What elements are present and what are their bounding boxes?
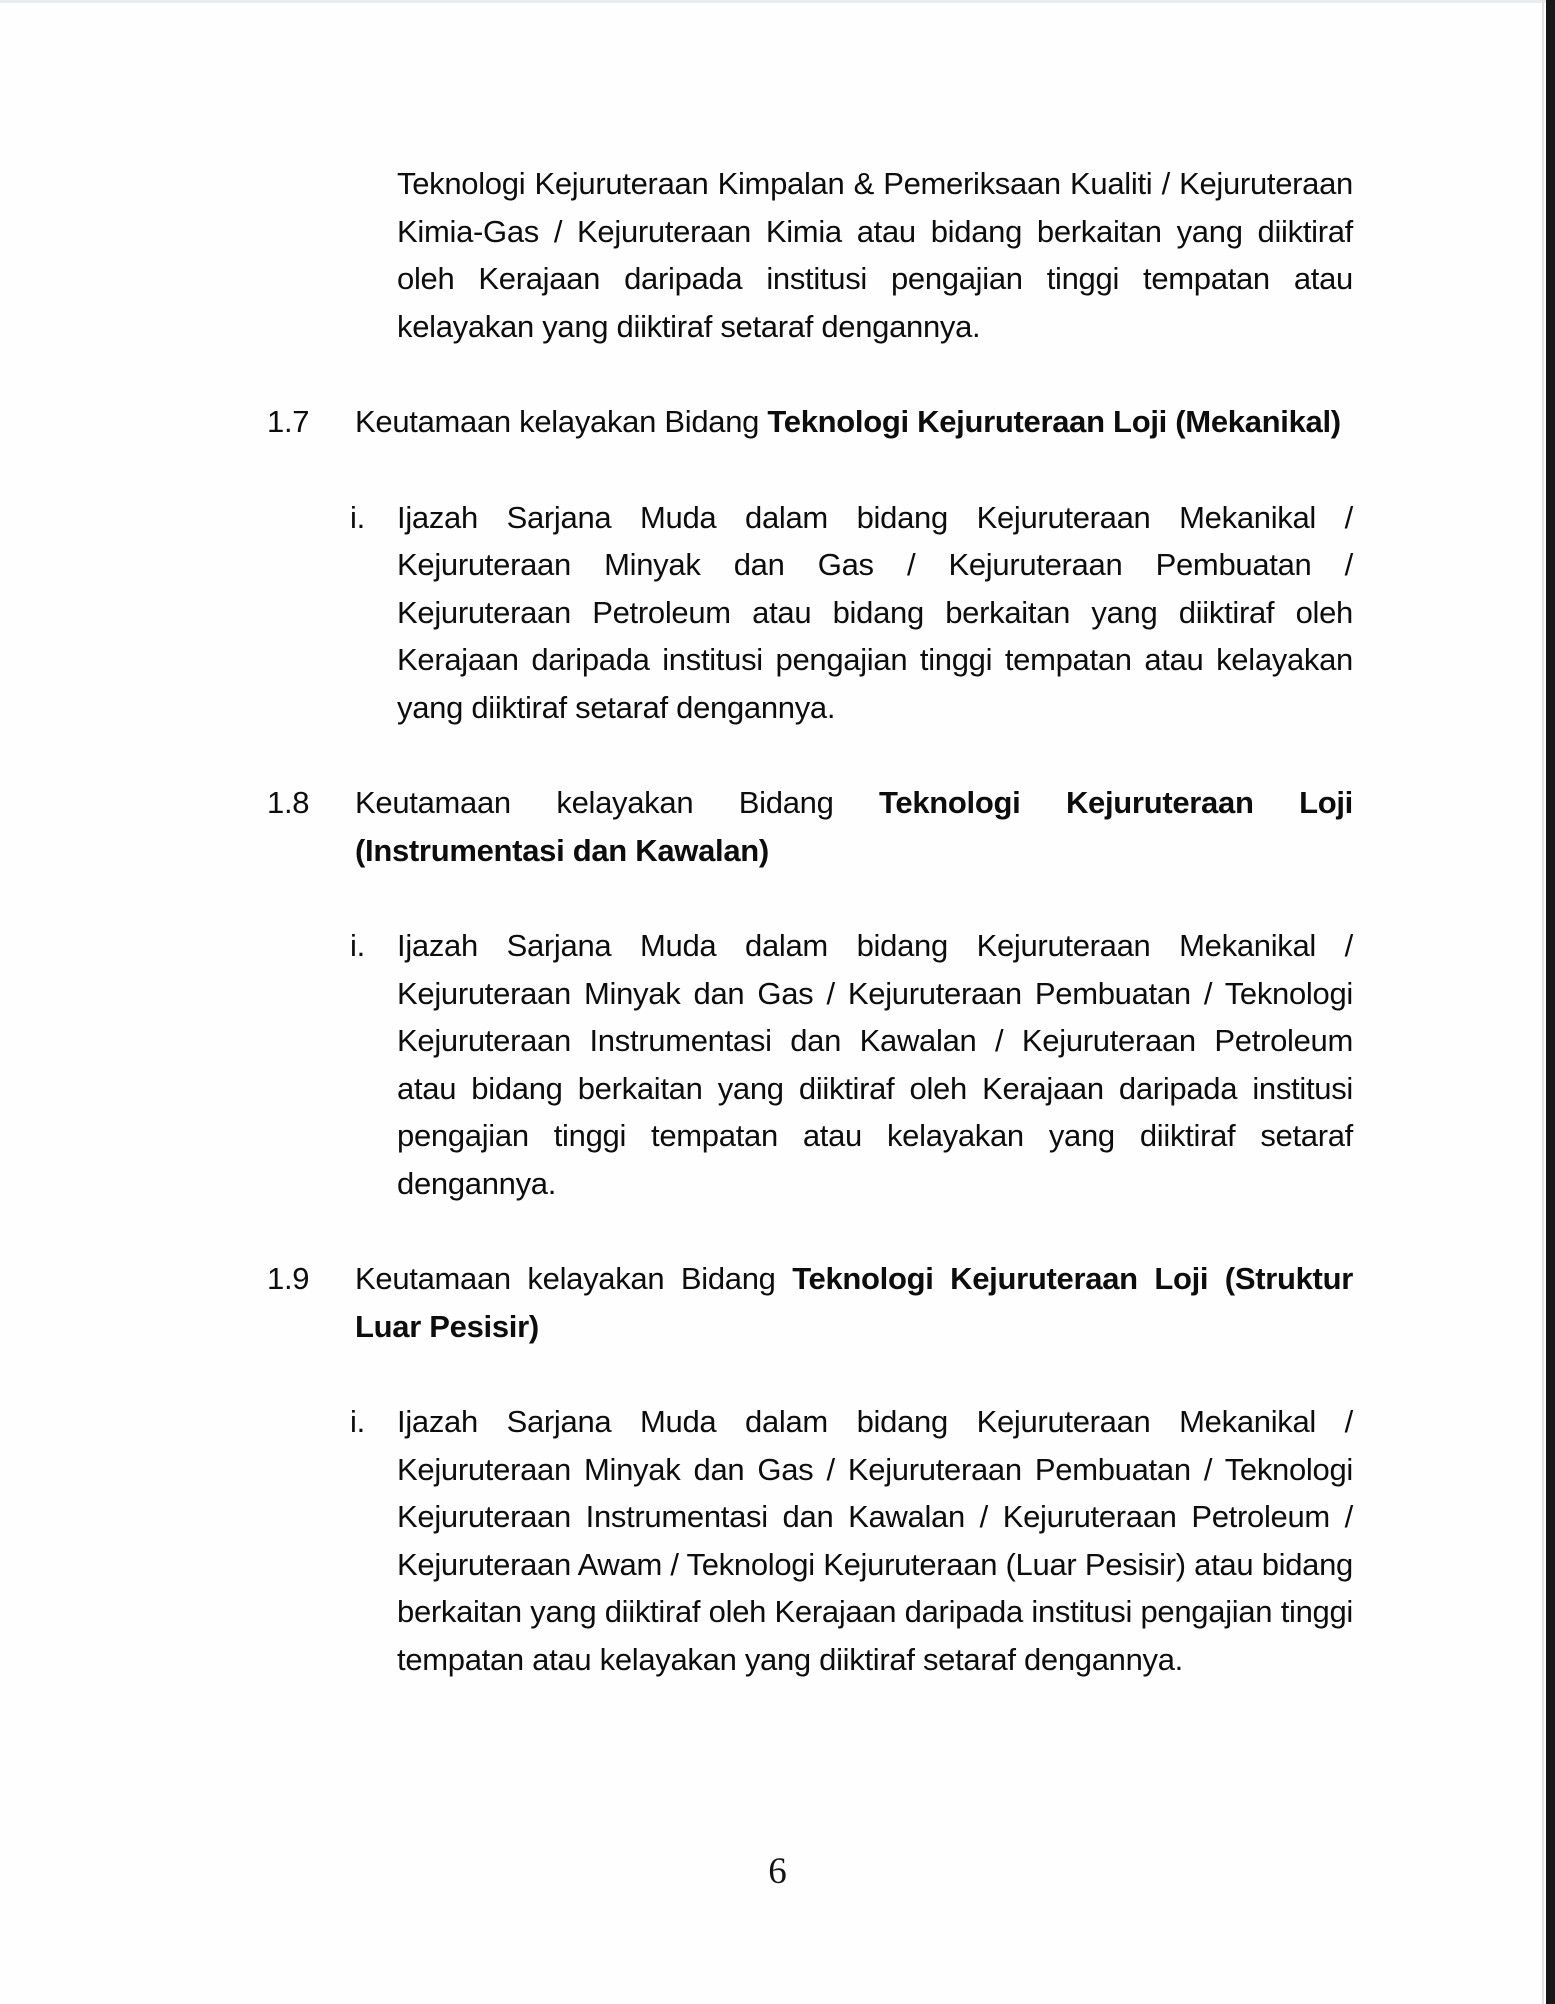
section-heading-1-9: [267, 1255, 1353, 1350]
scan-edge-right-bar: [1546, 0, 1555, 2004]
section-number: 1.8: [267, 785, 310, 820]
heading-bold: Teknologi Kejuruteraan Loji (Mekanikal): [767, 404, 1341, 439]
list-item: [350, 1398, 1353, 1683]
section-heading-1-7: [267, 398, 1353, 446]
list-item-text: Ijazah Sarjana Muda dalam bidang Kejuruteraan Mekanikal / Kejuruteraan Minyak dan Gas / Kejuruteraan Pembuatan / Teknologi Kejuruteraan Instrumentasi dan Kawalan / Kejuruteraan Petroleum atau bidang berkaitan yang diiktiraf oleh Kerajaan daripada institusi pengajian tinggi tempatan atau kelayakan yang diiktiraf setaraf dengannya.: [397, 928, 1353, 1201]
heading-bold: Teknologi Kejuruteraan Loji (Struktur Luar Pesisir): [355, 1261, 1353, 1344]
list-item-marker: i.: [350, 1404, 365, 1439]
section-heading-text: [355, 779, 1353, 874]
list-item-marker: i.: [350, 499, 365, 535]
intro-paragraph: Teknologi Kejuruteraan Kimpalan & Pemeriksaan Kualiti / Kejuruteraan Kimia-Gas / Kejuruteraan Kimia atau bidang berkaitan yang diiktiraf oleh Kerajaan daripada institusi pengajian tinggi tempatan atau kelayakan yang diiktiraf setaraf dengannya.: [397, 166, 1353, 344]
list-item-text: Ijazah Sarjana Muda dalam bidang Kejuruteraan Mekanikal / Kejuruteraan Minyak dan Gas / Kejuruteraan Pembuatan / Teknologi Kejuruteraan Instrumentasi dan Kawalan / Kejuruteraan Petroleum / Kejuruteraan Awam / Teknologi Kejuruteraan (Luar Pesisir) atau bidang berkaitan yang diiktiraf oleh Kerajaan daripada institusi pengajian tinggi tempatan atau kelayakan yang diiktiraf setaraf dengannya.: [397, 1404, 1353, 1677]
heading-prefix: Keutamaan kelayakan Bidang: [355, 404, 768, 439]
section-heading-text: [355, 398, 1353, 446]
scan-edge-faint-line: [1542, 0, 1544, 2004]
section-heading-text: [355, 1255, 1353, 1350]
list-item: [350, 494, 1353, 732]
page-number: 6: [768, 1851, 787, 1892]
section-number: 1.7: [267, 404, 310, 439]
list-item-text: Ijazah Sarjana Muda dalam bidang Kejuruteraan Mekanikal / Kejuruteraan Minyak dan Gas / Kejuruteraan Pembuatan / Kejuruteraan Petroleum atau bidang berkaitan yang diiktiraf oleh Kerajaan daripada institusi pengajian tinggi tempatan atau kelayakan yang diiktiraf setaraf dengannya.: [397, 499, 1353, 725]
heading-prefix: Keutamaan kelayakan Bidang: [355, 785, 880, 820]
section-number: 1.9: [267, 1261, 310, 1296]
scan-edge-top-line: [0, 0, 1555, 3]
heading-bold: Teknologi Kejuruteraan Loji (Instrumentasi dan Kawalan): [355, 785, 1353, 868]
list-item-marker: i.: [350, 928, 365, 963]
heading-prefix: Keutamaan kelayakan Bidang: [355, 1261, 793, 1296]
page-content: [267, 160, 1353, 1731]
list-item: [350, 922, 1353, 1207]
section-heading-1-8: [267, 779, 1353, 874]
